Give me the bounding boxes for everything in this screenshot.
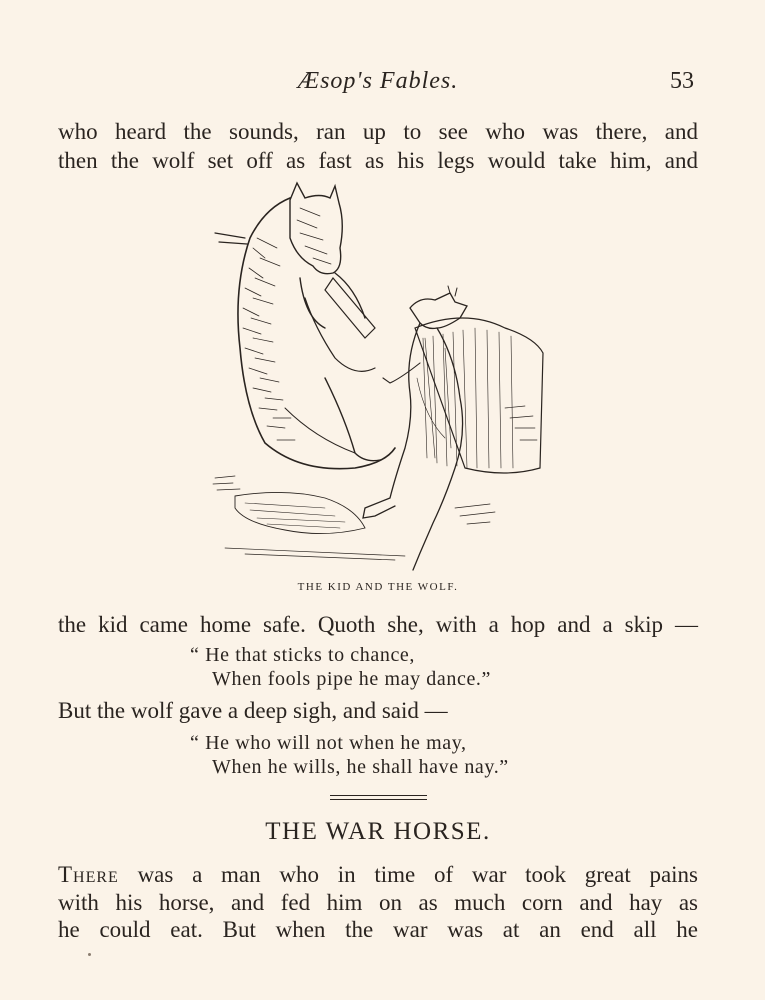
section-line-1 bbox=[58, 860, 698, 890]
kid-and-wolf-illustration bbox=[205, 178, 550, 573]
verse-2-line-2: When he wills, he shall have nay.” bbox=[212, 756, 509, 778]
verse-2-line-1: “ He who will not when he may, bbox=[190, 732, 467, 754]
section-divider-top bbox=[330, 795, 427, 796]
illustration-caption: THE KID AND THE WOLF. bbox=[297, 581, 459, 593]
section-line-3: he could eat. But when the war was at an end all he bbox=[58, 917, 698, 942]
text-line-1: who heard the sounds, ran up to see who was there, and bbox=[58, 119, 698, 144]
text-line-2: then the wolf set off as fast as his legs would take him, and bbox=[58, 148, 698, 173]
section-line-2: with his horse, and fed him on as much corn and hay as bbox=[58, 890, 698, 915]
lead-word: There bbox=[58, 862, 119, 887]
running-head bbox=[58, 66, 698, 100]
text-line-4: But the wolf gave a deep sigh, and said — bbox=[58, 698, 448, 723]
verse-1-line-1: “ He that sticks to chance, bbox=[190, 644, 416, 666]
text-line-3: the kid came home safe. Quoth she, with a hop and a skip — bbox=[58, 612, 698, 637]
verse-1-line-2: When fools pipe he may dance.” bbox=[212, 668, 492, 690]
running-title: Æsop's Fables. bbox=[297, 68, 459, 94]
paper-speck bbox=[88, 953, 91, 956]
page-number: 53 bbox=[670, 68, 694, 94]
section-title: THE WAR HORSE. bbox=[265, 818, 491, 845]
section-line-1-rest: was a man who in time of war took great pains bbox=[118, 862, 698, 887]
section-divider-bottom bbox=[330, 799, 427, 800]
